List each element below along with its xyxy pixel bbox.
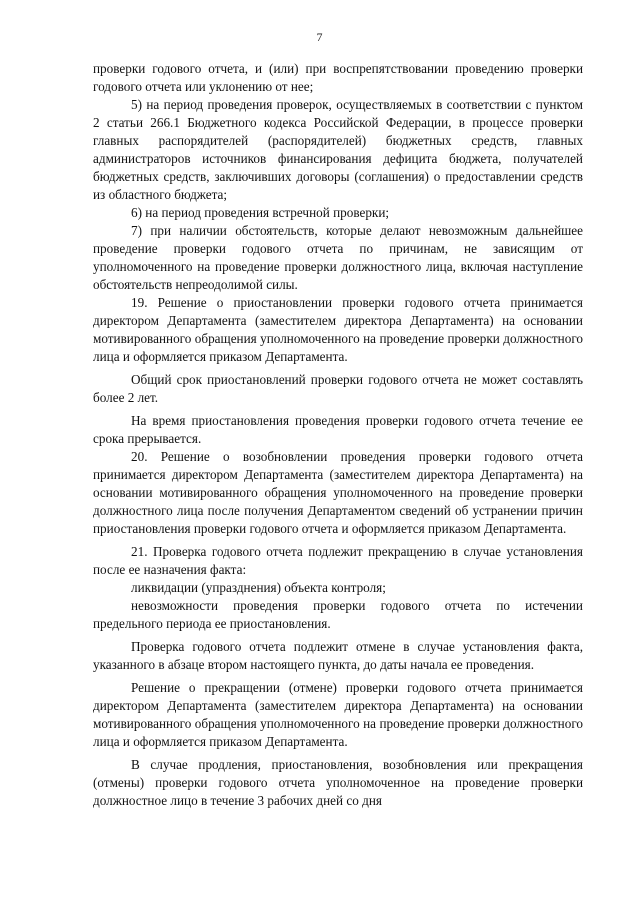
paragraph-clause-19: 19. Решение о приостановлении проверки годового отчета принимается директором Департамента (заместителем директора Департамента) на основании мотивированного обращения уполномоченного на проведение проверки должностного лица и оформляется приказом Департамента. [93, 295, 583, 364]
paragraph-item-5: 5) на период проведения проверок, осуществляемых в соответствии с пунктом 2 статьи 266.1 Бюджетного кодекса Российской Федерации, в процессе проверки главных распорядителей (распорядителей) бюджетных средств, главных администраторов источников финансирования дефицита бюджета, получателей бюджетных средств, заключивших договоры (соглашения) о предоставлении средств из областного бюджета; [93, 97, 583, 202]
paragraph-impossibility: невозможности проведения проверки годового отчета по истечении предельного периода ее приостановления. [93, 598, 583, 631]
paragraph-total-term: Общий срок приостановлений проверки годового отчета не может составлять более 2 лет. [93, 372, 583, 405]
document-body [93, 60, 583, 810]
page-number: 7 [316, 30, 323, 44]
paragraph-clause-20: 20. Решение о возобновлении проведения проверки годового отчета принимается директором Департамента (заместителем директора Департамента) на основании мотивированного обращения уполномоченного на проведение проверки должностного лица после получения Департаментом сведений об устранении причин приостановления проверки годового отчета и оформляется приказом Департамента. [93, 449, 583, 536]
paragraph-item-6: 6) на период проведения встречной проверки; [131, 205, 390, 220]
paragraph-continuation: проверки годового отчета, и (или) при воспрепятствовании проведению проверки годового отчета или уклонению от нее; [93, 61, 583, 94]
paragraph-liquidation: ликвидации (упразднения) объекта контроля; [131, 580, 386, 595]
paragraph-clause-21: 21. Проверка годового отчета подлежит прекращению в случае установления после ее назначения факта: [93, 544, 583, 577]
paragraph-extension-notice: В случае продления, приостановления, возобновления или прекращения (отмены) проверки годового отчета уполномоченное на проведение проверки должностное лицо в течение 3 рабочих дней со дня [93, 757, 583, 808]
paragraph-termination-decision: Решение о прекращении (отмене) проверки годового отчета принимается директором Департамента (заместителем директора Департамента) на основании мотивированного обращения уполномоченного на проведение проверки должностного лица и оформляется приказом Департамента. [93, 680, 583, 749]
paragraph-term-interrupted: На время приостановления проведения проверки годового отчета течение ее срока прерывается. [93, 413, 583, 446]
paragraph-cancellation: Проверка годового отчета подлежит отмене в случае установления факта, указанного в абзаце втором настоящего пункта, до даты начала ее проведения. [93, 639, 583, 672]
paragraph-item-7: 7) при наличии обстоятельств, которые делают невозможным дальнейшее проведение проверки годового отчета по причинам, не зависящим от уполномоченного на проведение проверки должностного лица, включая наступление обстоятельств непреодолимой силы. [93, 223, 583, 292]
